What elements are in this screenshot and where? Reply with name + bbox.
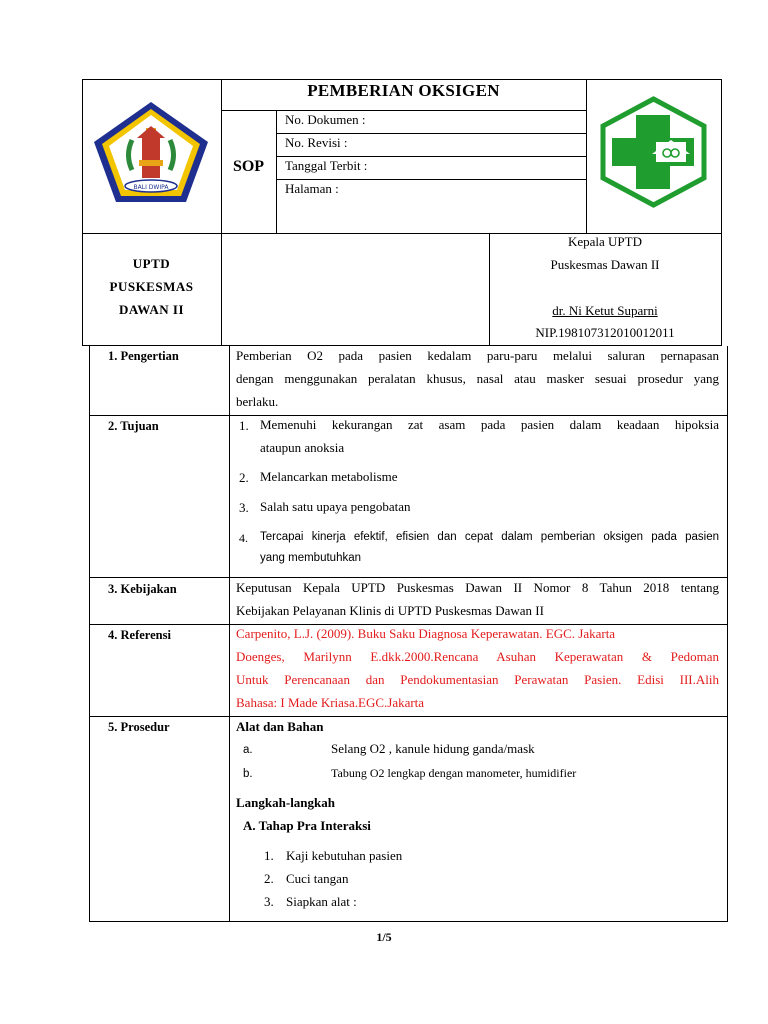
puskesmas-cross-logo <box>598 96 709 208</box>
alat-bahan-heading: Alat dan Bahan <box>236 719 324 734</box>
alat-letter-b: b. <box>243 768 253 780</box>
field-tanggal-terbit: Tanggal Terbit : <box>285 158 368 173</box>
alat-item-a: Selang O2 , kanule hidung ganda/mask <box>331 741 535 756</box>
field-no-dokumen: No. Dokumen : <box>285 112 366 127</box>
signer-nip: NIP.198107312010012011 <box>535 325 675 340</box>
bali-emblem-logo <box>92 100 210 204</box>
field-no-revisi: No. Revisi : <box>285 135 348 150</box>
signer-title-2: Puskesmas Dawan II <box>550 257 660 272</box>
tujuan-item-1-line-1: Memenuhi kekurangan zat asam pada pasien dalam keadaan hipoksia <box>260 417 719 432</box>
tujuan-item-2: Melancarkan metabolisme <box>260 469 398 484</box>
step-num-3: 3. <box>264 894 274 909</box>
document-title: PEMBERIAN OKSIGEN <box>307 81 500 100</box>
section-label-kebijakan: 3. Kebijakan <box>108 582 177 596</box>
section-label-prosedur: 5. Prosedur <box>108 720 170 734</box>
unit-name-uptd: UPTD <box>132 256 171 271</box>
pengertian-line-3: berlaku. <box>236 394 279 409</box>
unit-name-puskesmas: PUSKESMAS <box>109 279 194 294</box>
tujuan-num-1: 1. <box>239 418 249 433</box>
signer-title-1: Kepala UPTD <box>567 234 642 249</box>
section-label-tujuan: 2. Tujuan <box>108 419 159 433</box>
field-halaman: Halaman : <box>285 181 339 196</box>
step-num-1: 1. <box>264 848 274 863</box>
signer-name: dr. Ni Ketut Suparni <box>552 303 658 318</box>
referensi-line-2: Doenges, Marilynn E.dkk.2000.Rencana Asuhan Keperawatan & Pedoman <box>236 649 719 664</box>
referensi-line-4: Bahasa: I Made Kriasa.EGC.Jakarta <box>236 695 425 710</box>
tujuan-item-1-line-2: ataupun anoksia <box>260 440 345 455</box>
referensi-line-3: Untuk Perencanaan dan Pendokumentasian Perawatan Pasien. Edisi III.Alih <box>236 672 719 687</box>
tujuan-item-4-line-2: yang membutuhkan <box>260 552 362 564</box>
langkah-heading: Langkah-langkah <box>236 795 335 810</box>
tujuan-num-4: 4. <box>239 531 248 545</box>
step-kaji-kebutuhan: Kaji kebutuhan pasien <box>286 848 403 863</box>
kebijakan-line-2: Kebijakan Pelayanan Klinis di UPTD Puskesmas Dawan II <box>236 603 544 618</box>
tujuan-item-4-line-1: Tercapai kinerja efektif, efisien dan cepat dalam pemberian oksigen pada pasien <box>260 531 719 543</box>
section-label-pengertian: 1. Pengertian <box>108 349 179 363</box>
page-number: 1/5 <box>376 930 392 944</box>
step-siapkan-alat: Siapkan alat : <box>286 894 357 909</box>
tujuan-num-2: 2. <box>239 470 249 485</box>
kebijakan-line-1: Keputusan Kepala UPTD Puskesmas Dawan II Nomor 8 Tahun 2018 tentang <box>236 580 719 595</box>
unit-name-dawan: DAWAN II <box>118 302 185 317</box>
tujuan-num-3: 3. <box>239 500 249 515</box>
tahap-pra-interaksi: A. Tahap Pra Interaksi <box>243 818 371 833</box>
pengertian-line-2: dengan menggunakan peralatan khusus, nasal atau masker sesuai prosedur yang <box>236 371 719 386</box>
step-cuci-tangan: Cuci tangan <box>286 871 349 886</box>
alat-item-b: Tabung O2 lengkap dengan manometer, humidifier <box>331 766 577 780</box>
pengertian-line-1: Pemberian O2 pada pasien kedalam paru-paru melalui saluran pernapasan <box>236 348 719 363</box>
step-num-2: 2. <box>264 871 274 886</box>
tujuan-item-3: Salah satu upaya pengobatan <box>260 499 411 514</box>
referensi-line-1: Carpenito, L.J. (2009). Buku Saku Diagnosa Keperawatan. EGC. Jakarta <box>236 626 616 641</box>
alat-letter-a: a. <box>243 744 253 756</box>
sop-label: SOP <box>232 158 265 175</box>
section-label-referensi: 4. Referensi <box>108 628 171 642</box>
svg-text:BALI DWIPA: BALI DWIPA <box>133 184 169 191</box>
